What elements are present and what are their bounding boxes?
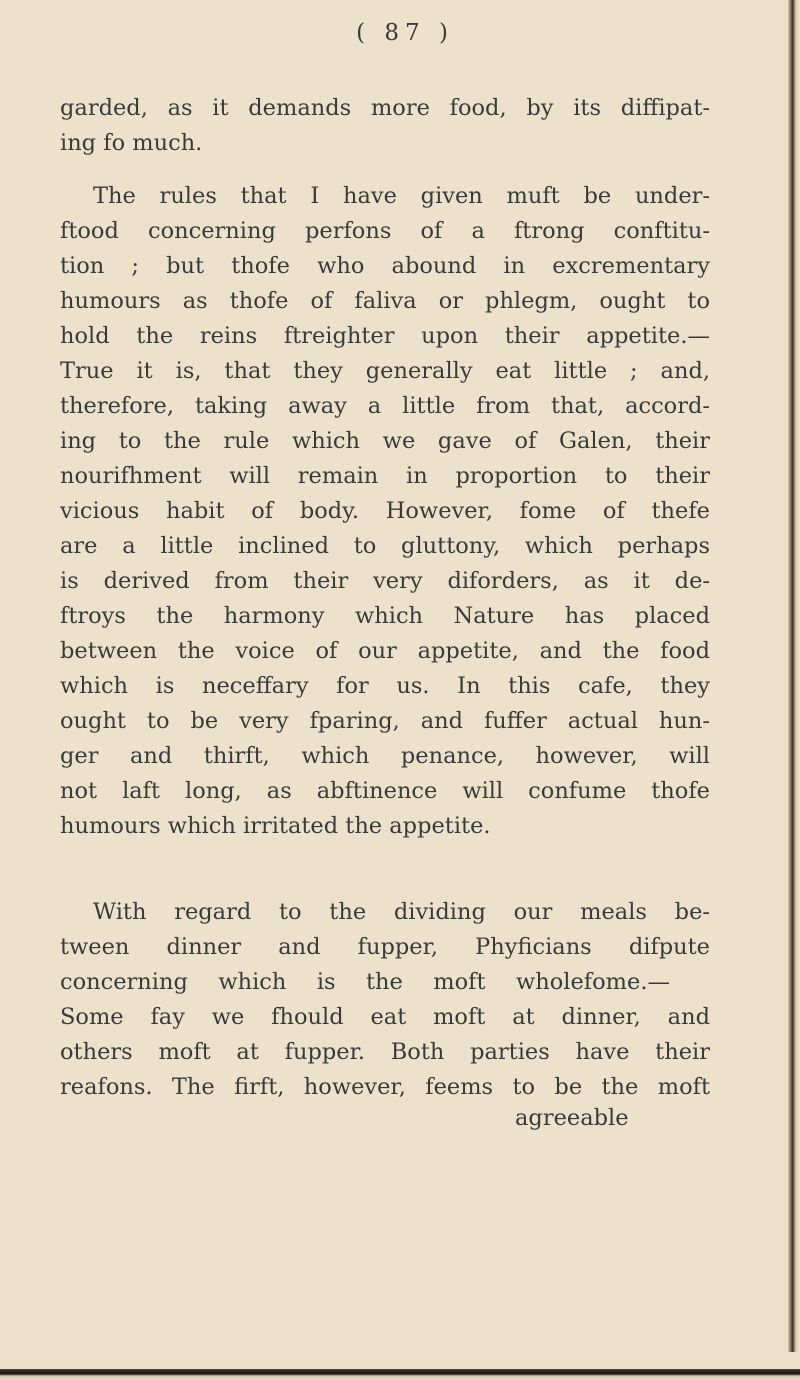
text-line: hold the reins ftreighter upon their appetite.— [60,323,710,349]
text-line: vicious habit of body. However, fome of thefe [60,498,710,524]
text-line: ftood concerning perfons of a ftrong conftitu- [60,218,710,244]
text-line: therefore, taking away a little from that, accord- [60,393,710,419]
text-line: which is neceffary for us. In this cafe, they [60,673,710,699]
text-line: is derived from their very diforders, as it de- [60,568,710,594]
text-line: garded, as it demands more food, by its diffipat- [60,95,710,121]
text-line: ought to be very fparing, and fuffer actual hun- [60,708,710,734]
text-line: With regard to the dividing our meals be- [93,899,710,925]
text-line: nourifhment will remain in proportion to their [60,463,710,489]
text-line: tion ; but thofe who abound in excrementary [60,253,710,279]
text-line: between the voice of our appetite, and the food [60,638,710,664]
page-number: ( 87 ) [356,20,454,46]
text-line: are a little inclined to gluttony, which perhaps [60,533,710,559]
text-line: ftroys the harmony which Nature has placed [60,603,710,629]
text-line: not laft long, as abftinence will confume thofe [60,778,710,804]
text-line: The rules that I have given muft be under- [93,183,710,209]
text-line: others moft at fupper. Both parties have their [60,1039,710,1065]
page-edge-bottom [0,1352,800,1380]
text-line: reafons. The firft, however, feems to be the moft [60,1074,710,1100]
text-line: ger and thirft, which penance, however, will [60,743,710,769]
text-line: Some fay we fhould eat moft at dinner, and [60,1004,710,1030]
page-edge-right [788,0,800,1380]
text-line: humours as thofe of faliva or phlegm, ought to [60,288,710,314]
text-line: True it is, that they generally eat little ; and, [60,358,710,384]
catchword: agreeable [515,1105,629,1131]
text-line: concerning which is the moft wholefome.— [60,969,670,995]
text-line: ing to the rule which we gave of Galen, their [60,428,710,454]
text-line: ing fo much. [60,130,203,156]
text-line: tween dinner and fupper, Phyficians difpute [60,934,710,960]
text-line: humours which irritated the appetite. [60,813,491,839]
